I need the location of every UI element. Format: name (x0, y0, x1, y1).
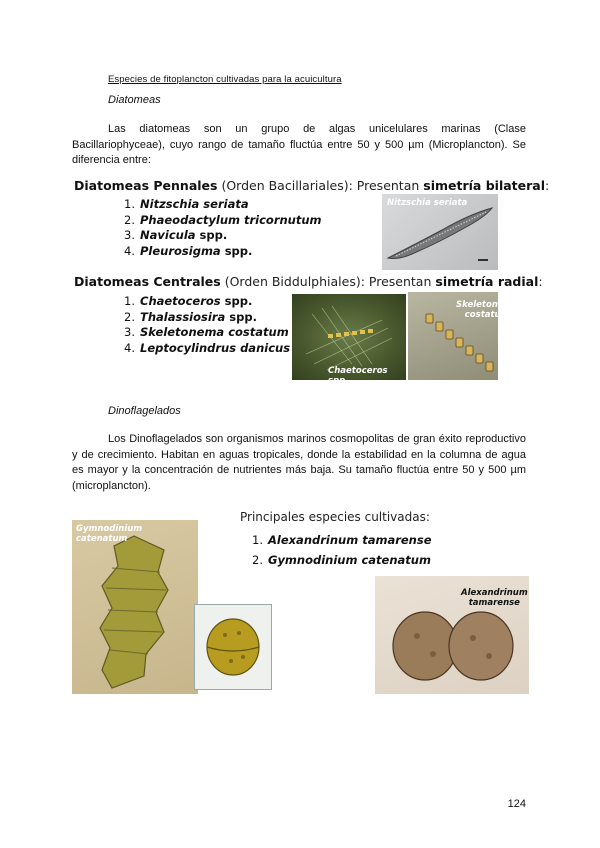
skeletonema-caption: Skeletonema costatum (456, 300, 519, 320)
skeletonema-photo (408, 292, 519, 380)
pennales-symmetry: simetría bilateral (423, 178, 546, 193)
pennales-order: (Orden Bacillariales): Presentan (221, 178, 420, 193)
nitzschia-photo (382, 194, 498, 270)
centrales-name: Diatomeas Centrales (74, 274, 221, 289)
centrales-title: Diatomeas Centrales (Orden Biddulphiales): Presentan simetría radial: (74, 274, 543, 289)
dinoflagellates-title: Dinoflagelados (108, 405, 181, 417)
list-item: 3. Skeletonema costatum (124, 325, 289, 339)
centrales-species-list (124, 294, 290, 356)
pennales-species-list (124, 197, 322, 259)
list-item: 2. Thalassiosira spp. (124, 309, 257, 324)
list-item: 1. Nitzschia seriata (124, 197, 249, 211)
centrales-symmetry: simetría radial (435, 274, 539, 289)
page-heading: Especies de fitoplancton cultivadas para la acuicultura (108, 74, 342, 85)
pennales-name: Diatomeas Pennales (74, 178, 218, 193)
chaetoceros-photo (292, 294, 406, 386)
list-item: 3. Navicula spp. (124, 228, 228, 242)
nitzschia-caption: Nitzschia seriata (387, 198, 468, 208)
list-item: 4. Leptocylindrus danicus (124, 340, 291, 355)
pennales-title: Diatomeas Pennales (Orden Bacillariales): Presentan simetría bilateral: (74, 178, 550, 193)
cultivated-species-list (252, 530, 432, 570)
centrales-order: (Orden Biddulphiales): Presentan (224, 274, 432, 289)
page-number: 124 (507, 798, 526, 810)
cultivated-title: Principales especies cultivadas: (240, 510, 430, 524)
alexandrium-caption: Alexandrinum tamarense (461, 588, 528, 608)
list-item: 4. Pleurosigma spp. (124, 243, 253, 258)
list-item: 2. Phaeodactylum tricornutum (124, 212, 322, 227)
dinoflagellates-paragraph: Los Dinoflagelados son organismos marinos cosmopolitas de gran éxito reproductivo y de crecimiento. Habitan en aguas tropicales, donde la estabilidad en la columna de agua es mayor y la concentración de nutrientes más baja. Su tamaño fluctúa entre 50 y 500 µm (microplancton). (72, 433, 526, 492)
diatoms-title: Diatomeas (108, 94, 161, 106)
list-item: 2. Gymnodinium catenatum (252, 553, 431, 567)
list-item: 1. Chaetoceros spp. (124, 294, 253, 308)
chaetoceros-caption: Chaetoceros spp (328, 366, 388, 386)
gymnodinium-caption: Gymnodinium catenatum (76, 524, 143, 544)
gymnodinium-cell-photo (194, 604, 272, 690)
list-item: 1. Alexandrinum tamarense (252, 533, 432, 547)
alexandrium-photo (375, 576, 529, 694)
gymnodinium-chain-photo (72, 520, 198, 694)
diatoms-paragraph: Las diatomeas son un grupo de algas unicelulares marinas (Clase Bacillariophyceae), cuyo rango de tamaño fluctúa entre 50 y 500 µm (Microplancton). Se diferencia entre: (72, 123, 526, 166)
